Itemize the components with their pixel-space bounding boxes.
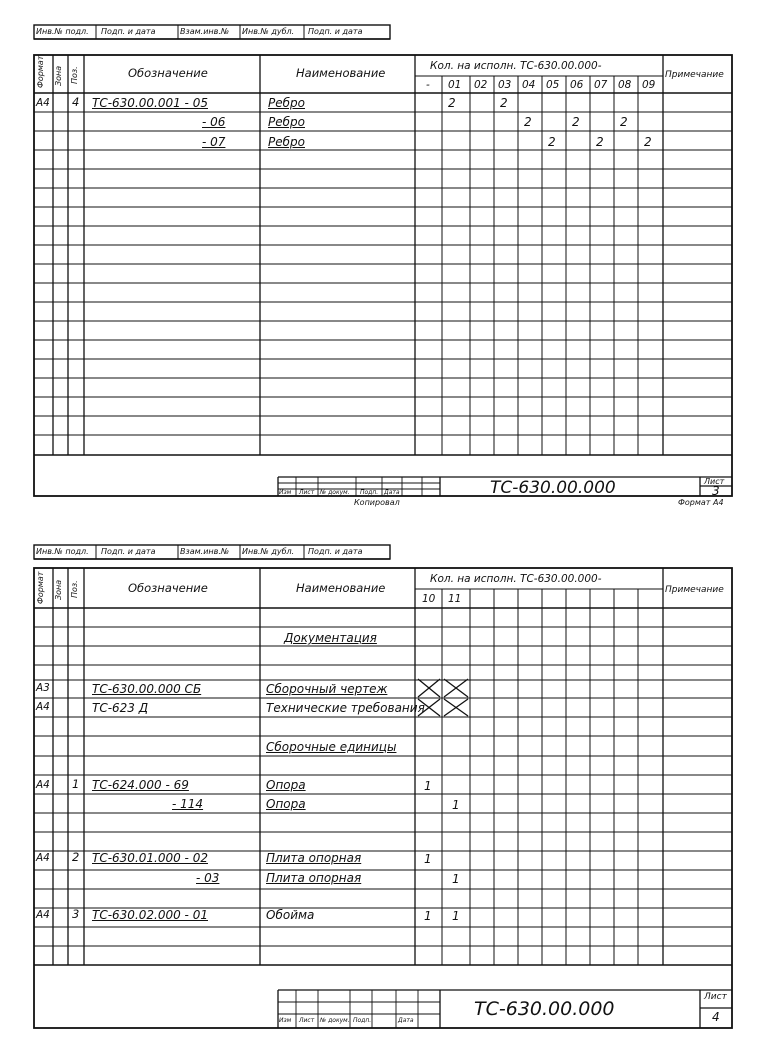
row-name: Опора <box>266 778 306 792</box>
col-zone-header: Зона <box>54 579 63 600</box>
tb-header-sign: Подп. <box>360 489 379 496</box>
sheet-number: 3 <box>712 484 720 498</box>
variant-header: 01 <box>448 79 462 91</box>
sheet-label: Лист <box>704 477 725 486</box>
row-name: Плита опорная <box>266 851 362 865</box>
row-name: Опора <box>266 797 306 811</box>
qty-cell: 1 <box>452 798 460 812</box>
variant-header: 02 <box>474 79 488 91</box>
stamp-sign-date: Подп. и дата <box>101 27 156 36</box>
qty-cell: 2 <box>572 115 580 129</box>
qty-cell: 2 <box>524 115 532 129</box>
row-format: А4 <box>36 779 50 791</box>
col-format-header: Формат <box>36 55 45 88</box>
variant-header: 06 <box>570 79 584 91</box>
row-name: Обойма <box>266 908 315 922</box>
tb-header-list: Лист <box>299 489 315 496</box>
copied-label: Копировал <box>354 498 400 507</box>
sheet-number: 4 <box>712 1010 720 1024</box>
col-qty-header: Кол. на исполн. ТС-630.00.000- <box>430 60 602 72</box>
tb-header-izm: Изм <box>279 489 292 496</box>
row-pos: 3 <box>72 907 80 921</box>
title-doc-number: ТС-630.00.000 <box>490 478 616 498</box>
variant-header: 03 <box>498 79 512 91</box>
stamp-inv-dup: Инв.№ дубл. <box>242 27 295 36</box>
col-format-header: Формат <box>36 571 45 604</box>
qty-cell: 2 <box>500 96 508 110</box>
sheet-label: Лист <box>704 992 727 1002</box>
col-zone-header: Зона <box>54 65 63 86</box>
section-documentation: Документация <box>284 631 377 645</box>
qty-cell: 1 <box>424 852 432 866</box>
row-name: Технические требования <box>266 701 425 715</box>
tb-header-doc: № докум. <box>320 489 350 496</box>
row-pos: 2 <box>72 850 80 864</box>
tb-header-izm: Изм <box>279 1017 292 1024</box>
row-name: Плита опорная <box>266 871 362 885</box>
row-designation: ТС-630.01.000 - 02 <box>92 851 208 865</box>
row-designation: ТС-630.00.000 СБ <box>92 682 202 696</box>
stamp-replace-inv: Взам.инв.№ <box>180 27 230 36</box>
qty-cell: 2 <box>596 135 604 149</box>
stamp-inv-orig: Инв.№ подл. <box>36 547 89 556</box>
col-pos-header: Поз. <box>70 66 79 84</box>
row-designation: ТС-630.02.000 - 01 <box>92 908 208 922</box>
variant-header: 11 <box>448 593 462 605</box>
row-pos: 1 <box>72 777 80 791</box>
row-designation: - 114 <box>172 797 204 811</box>
qty-cell: 2 <box>620 115 628 129</box>
row-name: Сборочный чертеж <box>266 682 388 696</box>
row-designation: ТС-630.00.001 - 05 <box>92 96 208 110</box>
col-name-header: Наименование <box>296 581 386 595</box>
row-name: Ребро <box>268 96 305 110</box>
row-format: А4 <box>36 909 50 921</box>
col-note-header: Примечание <box>665 585 724 595</box>
stamp-sign-date-2: Подп. и дата <box>308 547 363 556</box>
tb-header-list: Лист <box>299 1017 315 1024</box>
row-designation: ТС-623 Д <box>92 701 149 715</box>
qty-cell: 1 <box>452 909 460 923</box>
section-assemblies: Сборочные единицы <box>266 740 397 754</box>
qty-cell: 1 <box>452 872 460 886</box>
variant-header: 07 <box>594 79 608 91</box>
tb-header-date: Дата <box>384 489 400 496</box>
row-format: А3 <box>36 682 50 694</box>
variant-header: 04 <box>522 79 536 91</box>
variant-header: 05 <box>546 79 560 91</box>
title-doc-number: ТС-630.00.000 <box>474 998 615 1020</box>
format-label: Формат А4 <box>678 498 724 507</box>
row-name: Ребро <box>268 115 305 129</box>
tb-header-date: Дата <box>398 1017 414 1024</box>
row-designation: ТС-624.000 - 69 <box>92 778 189 792</box>
row-designation: - 06 <box>202 115 226 129</box>
col-pos-header: Поз. <box>70 580 79 598</box>
col-qty-header: Кол. на исполн. ТС-630.00.000- <box>430 573 602 585</box>
variant-header: - <box>426 79 430 91</box>
qty-cell: 2 <box>448 96 456 110</box>
qty-cell: 2 <box>548 135 556 149</box>
col-designation-header: Обозначение <box>128 66 208 80</box>
row-format: А4 <box>36 852 50 864</box>
row-name: Ребро <box>268 135 305 149</box>
col-name-header: Наименование <box>296 66 386 80</box>
qty-cell: 2 <box>644 135 652 149</box>
col-note-header: Примечание <box>665 70 724 80</box>
stamp-sign-date-2: Подп. и дата <box>308 27 363 36</box>
stamp-inv-dup: Инв.№ дубл. <box>242 547 295 556</box>
row-pos: 4 <box>72 95 80 109</box>
row-format: А4 <box>36 701 50 713</box>
row-designation: - 07 <box>202 135 226 149</box>
qty-cell: 1 <box>424 779 432 793</box>
stamp-replace-inv: Взам.инв.№ <box>180 547 230 556</box>
tb-header-doc: № докум. <box>320 1017 350 1024</box>
stamp-inv-orig: Инв.№ подл. <box>36 27 89 36</box>
variant-header: 09 <box>642 79 656 91</box>
variant-header: 10 <box>422 593 436 605</box>
row-format: А4 <box>36 97 50 109</box>
variant-header: 08 <box>618 79 632 91</box>
tb-header-sign: Подп. <box>353 1017 372 1024</box>
qty-cell: 1 <box>424 909 432 923</box>
col-designation-header: Обозначение <box>128 581 208 595</box>
row-designation: - 03 <box>196 871 220 885</box>
stamp-sign-date: Подп. и дата <box>101 547 156 556</box>
